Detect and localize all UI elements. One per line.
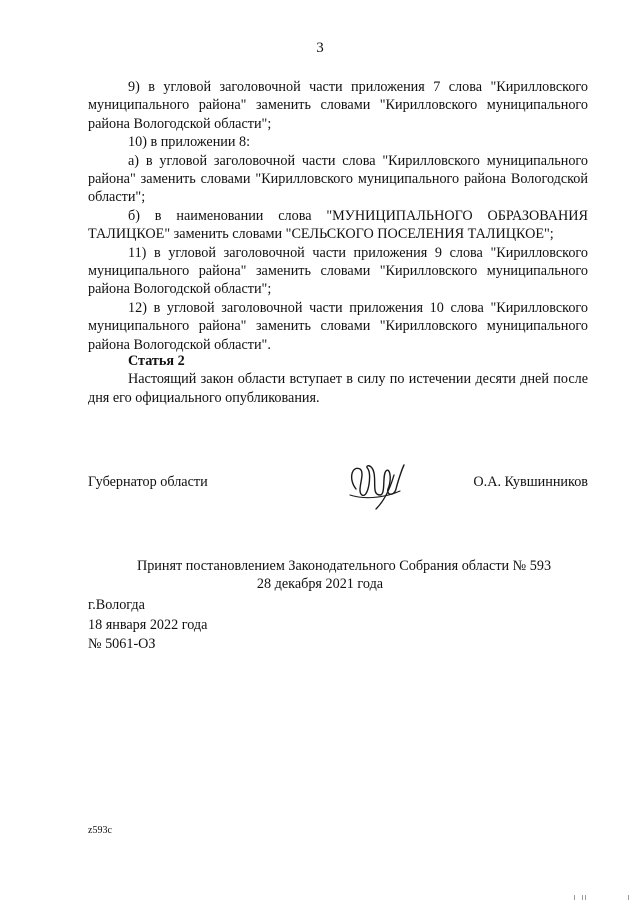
paragraph-item-12: 12) в угловой заголовочной части приложения 10 слова "Кирилловского муниципального района" заменить словами "Кирилловского муниципального района Вологодской области". [88,299,588,353]
article-text: Настоящий закон области вступает в силу по истечении десяти дней после дня его официального опубликования. [88,371,588,406]
amendments-list [88,78,588,354]
handwritten-signature [342,455,408,511]
adoption-note [0,557,640,593]
place-date-block [88,596,207,655]
article-2 [88,352,588,407]
place-city: г.Вологда [88,597,145,613]
signatory-role: Губернатор области [88,474,208,490]
document-code: z593c [88,825,112,836]
article-title: Статья 2 [128,353,185,369]
paragraph-item-10: 10) в приложении 8: [128,134,251,151]
paragraph-item-9: 9) в угловой заголовочной части приложения 7 слова "Кирилловского муниципального района" заменить словами "Кирилловского муниципального района Вологодской области"; [88,79,588,132]
law-number: № 5061-ОЗ [88,636,156,652]
paragraph-item-10a: а) в угловой заголовочной части слова "Кирилловского муниципального района" заменить словами "Кирилловского муниципального района Вологодской области"; [88,152,588,206]
place-date: 18 января 2022 года [88,616,208,633]
page-number: 3 [316,40,324,56]
adoption-line-2: 28 декабря 2021 года [256,576,384,592]
scan-artifact-marks [572,893,632,901]
adoption-line-1: Принят постановлением Законодательного Собрания области № 593 [136,558,552,574]
paragraph-item-10b: б) в наименовании слова "МУНИЦИПАЛЬНОГО ОБРАЗОВАНИЯ ТАЛИЦКОЕ" заменить словами "СЕЛЬСКОГО ПОСЕЛЕНИЯ ТАЛИЦКОЕ"; [88,207,588,243]
signatory-name: О.А. Кувшинников [473,474,588,490]
paragraph-item-11: 11) в угловой заголовочной части приложения 9 слова "Кирилловского муниципального района" заменить словами "Кирилловского муниципального района Вологодской области"; [88,244,588,298]
